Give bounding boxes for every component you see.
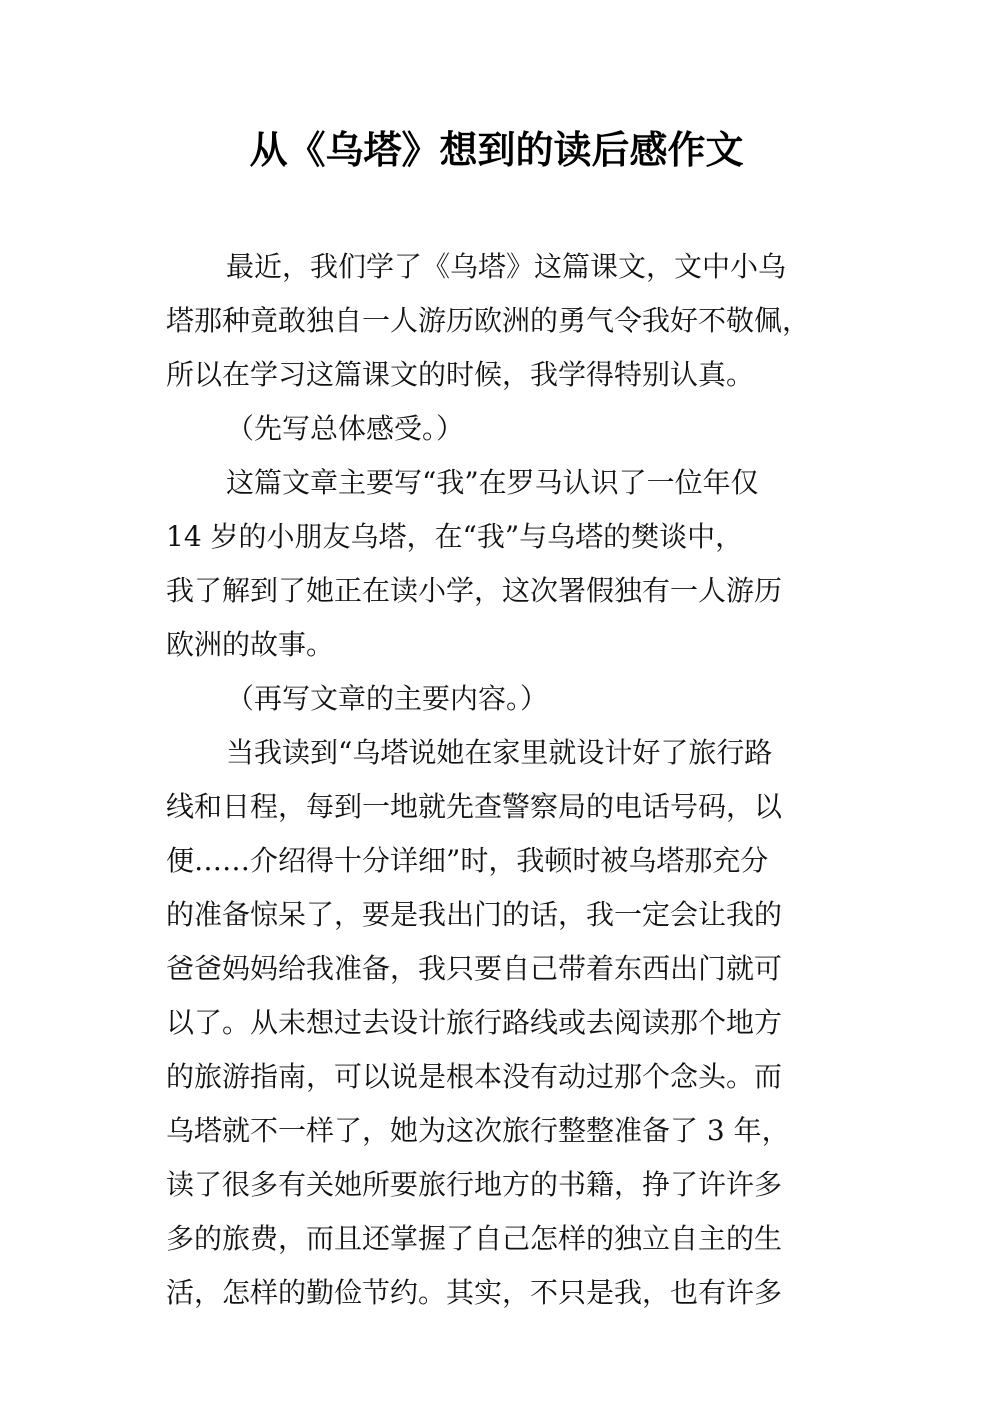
- text-line: 爸爸妈妈给我准备，我只要自己带着东西出门就可: [166, 952, 783, 985]
- text-line: 乌塔就不一样了，她为这次旅行整整准备了 3 年，: [166, 1114, 790, 1147]
- text-line: 我了解到了她正在读小学，这次署假独有一人游历: [166, 574, 783, 607]
- text-line: 最近，我们学了《乌塔》这篇课文，文中小乌: [226, 250, 787, 283]
- document-body: [166, 240, 836, 1320]
- text-line: 读了很多有关她所要旅行地方的书籍，挣了许许多: [166, 1168, 783, 1201]
- text-line: 线和日程，每到一地就先查警察局的电话号码，以: [166, 790, 783, 823]
- text-line: （先写总体感受。）: [226, 412, 465, 445]
- text-line: 塔那种竟敢独自一人游历欧洲的勇气令我好不敬佩，: [166, 304, 811, 337]
- text-line: （再写文章的主要内容。）: [226, 682, 549, 715]
- text-line: 欧洲的故事。: [166, 628, 335, 661]
- text-line: 多的旅费，而且还掌握了自己怎样的独立自主的生: [166, 1222, 783, 1255]
- text-line: 这篇文章主要写“我”在罗马认识了一位年仅: [226, 466, 759, 499]
- text-line: 活，怎样的勤俭节约。其实，不只是我，也有许多: [166, 1276, 783, 1309]
- text-line: 便……介绍得十分详细”时，我顿时被乌塔那充分: [166, 844, 769, 877]
- text-line: 所以在学习这篇课文的时候，我学得特别认真。: [166, 358, 755, 391]
- text-line: 当我读到“乌塔说她在家里就设计好了旅行路: [226, 736, 773, 769]
- document-title: 从《乌塔》想到的读后感作文: [249, 128, 744, 172]
- text-line: 14 岁的小朋友乌塔，在“我”与乌塔的樊谈中，: [166, 520, 744, 553]
- text-line: 的准备惊呆了，要是我出门的话，我一定会让我的: [166, 898, 783, 931]
- text-line: 以了。从未想过去设计旅行路线或去阅读那个地方: [166, 1006, 783, 1039]
- text-line: 的旅游指南，可以说是根本没有动过那个念头。而: [166, 1060, 783, 1093]
